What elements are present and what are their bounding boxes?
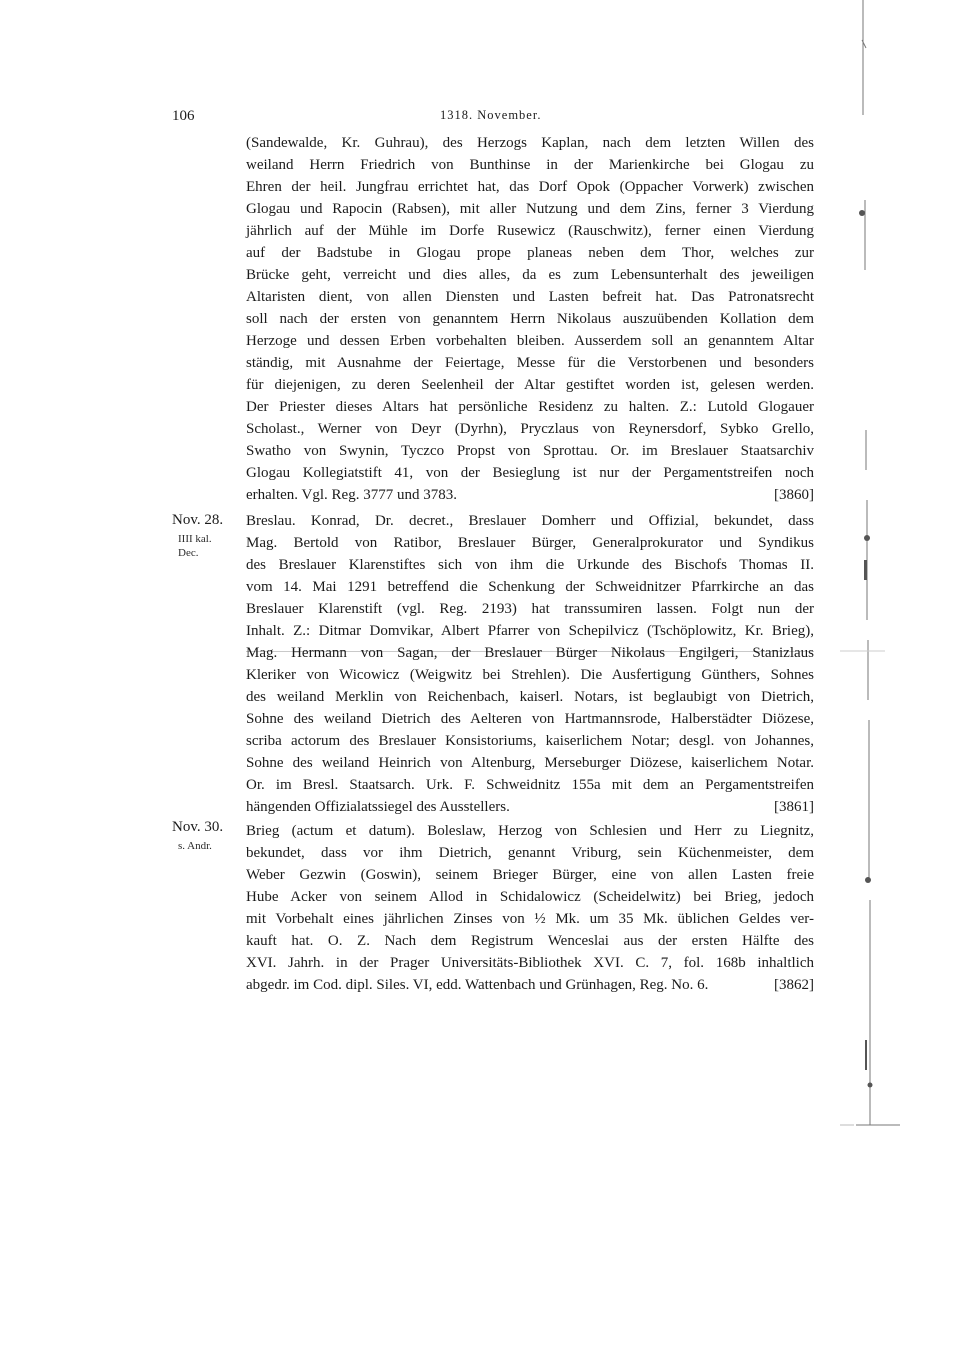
text-line: Brieg (actum et datum). Boleslaw, Herzog von Schlesien und Herr zu Liegnitz, xyxy=(246,823,814,839)
text-line: hängenden Offizialatssiegel des Ausstellers. xyxy=(246,799,510,815)
page-number: 106 xyxy=(172,108,195,124)
text-line: Ehren der heil. Jungfrau errichtet hat, das Dorf Opok (Oppacher Vorwerk) zwischen xyxy=(246,179,814,195)
running-head: 1318. November. xyxy=(440,108,542,122)
margin-note-date-2: Nov. 30. xyxy=(172,819,224,835)
text-line: scriba actorum des Breslauer Konsistoriums, kaiserlichem Notar; desgl. von Johannes, xyxy=(246,733,814,749)
text-line: soll nach der ersten von genanntem Herrn Nikolaus auszuübenden Kollation dem xyxy=(246,311,814,327)
register-number: [3862] xyxy=(774,977,814,993)
margin-note-sub-1b: Dec. xyxy=(178,547,199,559)
text-line: XVI. Jahrh. in der Prager Universitäts-Bibliothek XVI. C. 7, fol. 168b inhaltlich xyxy=(246,955,814,971)
text-line: Herzoge und dessen Erben vorbehalten bleiben. Ausserdem soll an genanntem Altar xyxy=(246,333,814,349)
text-line-with-ref xyxy=(246,974,814,996)
text-line: Mag. Bertold von Ratibor, Breslauer Bürger, Generalprokurator und Syndikus xyxy=(246,535,814,551)
text-line: mit Vorbehalt eines jährlichen Zinses von ½ Mk. um 35 Mk. üblichen Geldes ver- xyxy=(246,911,814,927)
margin-note-sub-2a: s. Andr. xyxy=(178,840,212,852)
text-line: Glogau Kollegiatstift 41, von der Besieglung ist nur der Pergamentstreifen noch xyxy=(246,465,814,481)
text-line: Breslauer Klarenstift (vgl. Reg. 2193) hat transsumiren lassen. Folgt nun der xyxy=(246,601,814,617)
text-line: abgedr. im Cod. dipl. Siles. VI, edd. Wattenbach und Grünhagen, Reg. No. 6. xyxy=(246,977,709,993)
text-line: Hube Acker von seinem Allod in Schidalowicz (Scheidelwitz) bei Brieg, jedoch xyxy=(246,889,814,905)
text-line: ständig, mit Ausnahme der Feiertage, Messe für die Verstorbenen und besonders xyxy=(246,355,814,371)
text-line: Weber Gezwin (Goswin), seinem Brieger Bürger, eine von allen Lasten freie xyxy=(246,867,814,883)
text-line: (Sandewalde, Kr. Guhrau), des Herzogs Kaplan, nach dem letzten Willen des xyxy=(246,135,814,151)
text-line: Der Priester dieses Altars hat persönliche Residenz zu halten. Z.: Lutold Glogauer xyxy=(246,399,814,415)
text-line: vom 14. Mai 1291 betreffend die Schenkung der Schweidnitzer Pfarrkirche an das xyxy=(246,579,814,595)
text-line: Scholast., Werner von Deyr (Dyrhn), Pryczlaus von Reynersdorf, Sybko Grello, xyxy=(246,421,814,437)
register-number: [3861] xyxy=(774,799,814,815)
text-line: auf der Badstube in Glogau prope planeas neben dem Thor, welches zur xyxy=(246,245,814,261)
text-line: Glogau und Rapocin (Rabsen), mit aller Nutzung und dem Zins, ferner 3 Vierdung xyxy=(246,201,814,217)
text-line: erhalten. Vgl. Reg. 3777 und 3783. xyxy=(246,487,457,503)
text-line: Breslau. Konrad, Dr. decret., Breslauer Domherr und Offizial, bekundet, dass xyxy=(246,513,814,529)
text-line: Sohne des weiland Dietrich des Aelteren von Hartmannsrode, Halberstädter Diözese, xyxy=(246,711,814,727)
text-line: bekundet, dass vor ihm Dietrich, genannt Vriburg, sein Küchenmeister, dem xyxy=(246,845,814,861)
margin-note-sub-1a: IIII kal. xyxy=(178,533,212,545)
text-line: kauft hat. O. Z. Nach dem Registrum Wenceslai aus der ersten Hälfte des xyxy=(246,933,814,949)
text-line: Altaristen dient, von allen Diensten und Lasten befreit hat. Das Patronatsrecht xyxy=(246,289,814,305)
text-line: Or. im Bresl. Staatsarch. Urk. F. Schweidnitz 155a mit dem an Pergamentstreifen xyxy=(246,777,814,793)
text-line: Brücke geht, verreicht und dies alles, da es zum Lebensunterhalt des jeweiligen xyxy=(246,267,814,283)
text-line: des Breslauer Klarenstiftes sich von ihm die Urkunde des Bischofs Thomas II. xyxy=(246,557,814,573)
register-number: [3860] xyxy=(774,487,814,503)
text-line: Inhalt. Z.: Ditmar Domvikar, Albert Pfarrer von Schepilvicz (Tschöplowitz, Kr. Brieg), xyxy=(246,623,814,639)
text-line: Sohne des weiland Heinrich von Altenburg, Merseburger Diözese, kaiserlichem Notar. xyxy=(246,755,814,771)
text-line: Kleriker von Wicowicz (Weigwitz bei Strehlen). Die Ausfertigung Günthers, Sohnes xyxy=(246,667,814,683)
text-line: des weiland Merklin von Reichenbach, kaiserl. Notars, ist beglaubigt von Dietrich, xyxy=(246,689,814,705)
margin-note-date-1: Nov. 28. xyxy=(172,512,224,528)
text-line: weiland Herrn Friedrich von Bunthinse in der Marienkirche bei Glogau zu xyxy=(246,157,814,173)
text-line-with-ref xyxy=(246,796,814,818)
text-line: jährlich auf der Mühle im Dorfe Rusewicz (Rauschwitz), ferner einen Vierdung xyxy=(246,223,814,239)
text-line: für diejenigen, zu deren Seelenheil der Altar gestiftet worden ist, gelesen werden. xyxy=(246,377,814,393)
text-line-with-ref xyxy=(246,484,814,506)
text-line: Mag. Hermann von Sagan, der Breslauer Bürger Nikolaus Engilgeri, Stanizlaus xyxy=(246,645,814,661)
scan-edge-artifacts xyxy=(840,0,960,1349)
text-line: Swatho von Swynin, Tyczco Propst von Sprottau. Or. im Breslauer Staatsarchiv xyxy=(246,443,814,459)
